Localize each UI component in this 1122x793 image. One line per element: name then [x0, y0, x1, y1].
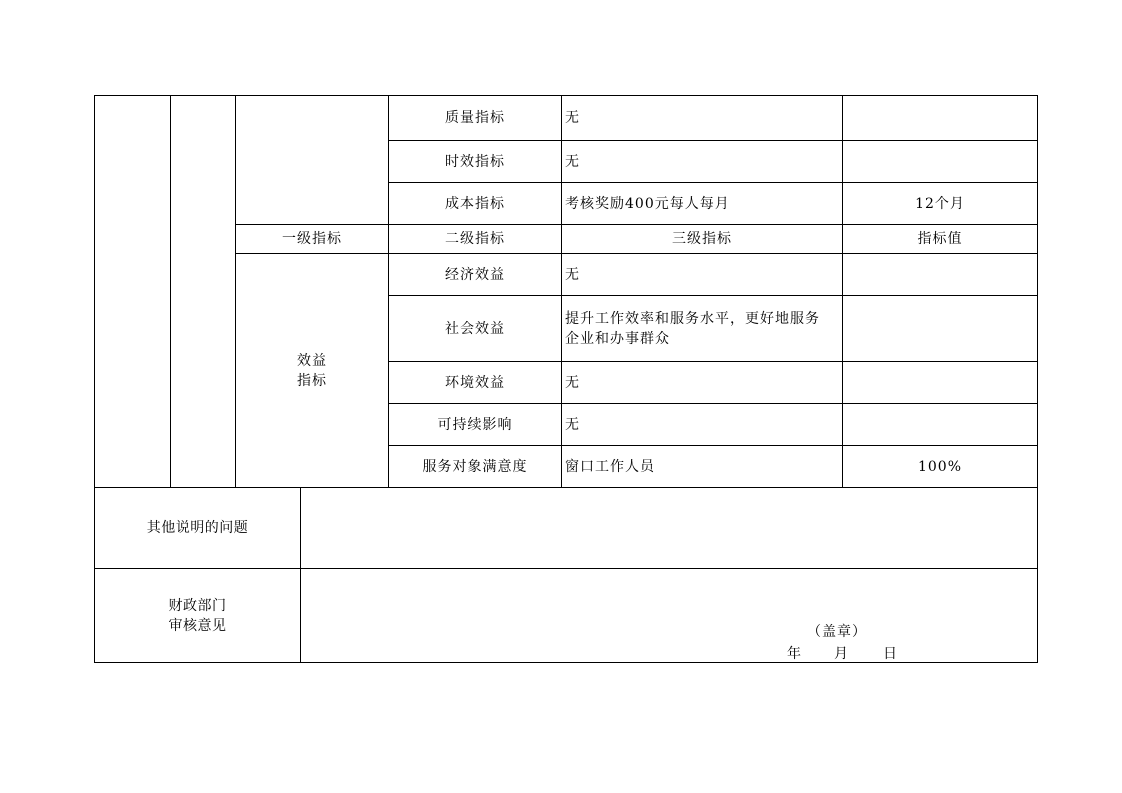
level3-sustainable: 无 [565, 416, 580, 433]
level2-timeliness: 时效指标 [445, 153, 505, 170]
level2-sustainable: 可持续影响 [437, 416, 513, 433]
other-notes-content [301, 488, 1037, 568]
value-satisfaction: 100% [917, 458, 963, 475]
header-value: 指标值 [917, 231, 963, 247]
date-year: 年 [787, 646, 802, 662]
benefit-level1-line2: 指标 [297, 372, 327, 389]
value-cost: 12个月 [915, 195, 965, 212]
finance-review-label-line2: 审核意见 [168, 617, 227, 634]
level2-quality: 质量指标 [445, 110, 505, 126]
value-economic [843, 254, 1037, 295]
benefit-level1-line1: 效益 [297, 352, 327, 369]
level2-economic: 经济效益 [445, 266, 505, 283]
benefit-level1 [236, 254, 388, 487]
level2-environmental: 环境效益 [445, 374, 505, 391]
level3-quality: 无 [565, 110, 580, 126]
value-timeliness [843, 141, 1037, 182]
value-social [843, 296, 1037, 361]
level3-social-line2: 企业和办事群众 [565, 330, 670, 347]
level2-satisfaction: 服务对象满意度 [422, 458, 528, 475]
level3-timeliness: 无 [565, 153, 580, 170]
finance-review-content [301, 569, 1037, 662]
level2-social: 社会效益 [445, 320, 505, 337]
level3-cost: 考核奖励400元每人每月 [565, 195, 730, 212]
finance-review-label [95, 569, 300, 662]
finance-review-label-line1: 财政部门 [168, 597, 227, 614]
level3-social-line1: 提升工作效率和服务水平，更好地服务 [565, 310, 820, 327]
value-sustainable [843, 404, 1037, 445]
header-level1: 一级指标 [282, 231, 342, 247]
level3-economic: 无 [565, 266, 580, 283]
other-notes-label: 其他说明的问题 [146, 520, 249, 536]
header-level2: 二级指标 [445, 231, 505, 247]
date-month: 月 [834, 646, 849, 662]
level3-social [562, 296, 842, 361]
value-environmental [843, 362, 1037, 403]
level3-satisfaction: 窗口工作人员 [565, 458, 655, 475]
seal-text: （盖章） [807, 624, 867, 640]
value-quality [843, 96, 1037, 140]
date-day: 日 [883, 646, 898, 662]
header-level3: 三级指标 [672, 231, 732, 247]
level3-environmental: 无 [565, 374, 580, 391]
level2-cost: 成本指标 [445, 195, 505, 212]
